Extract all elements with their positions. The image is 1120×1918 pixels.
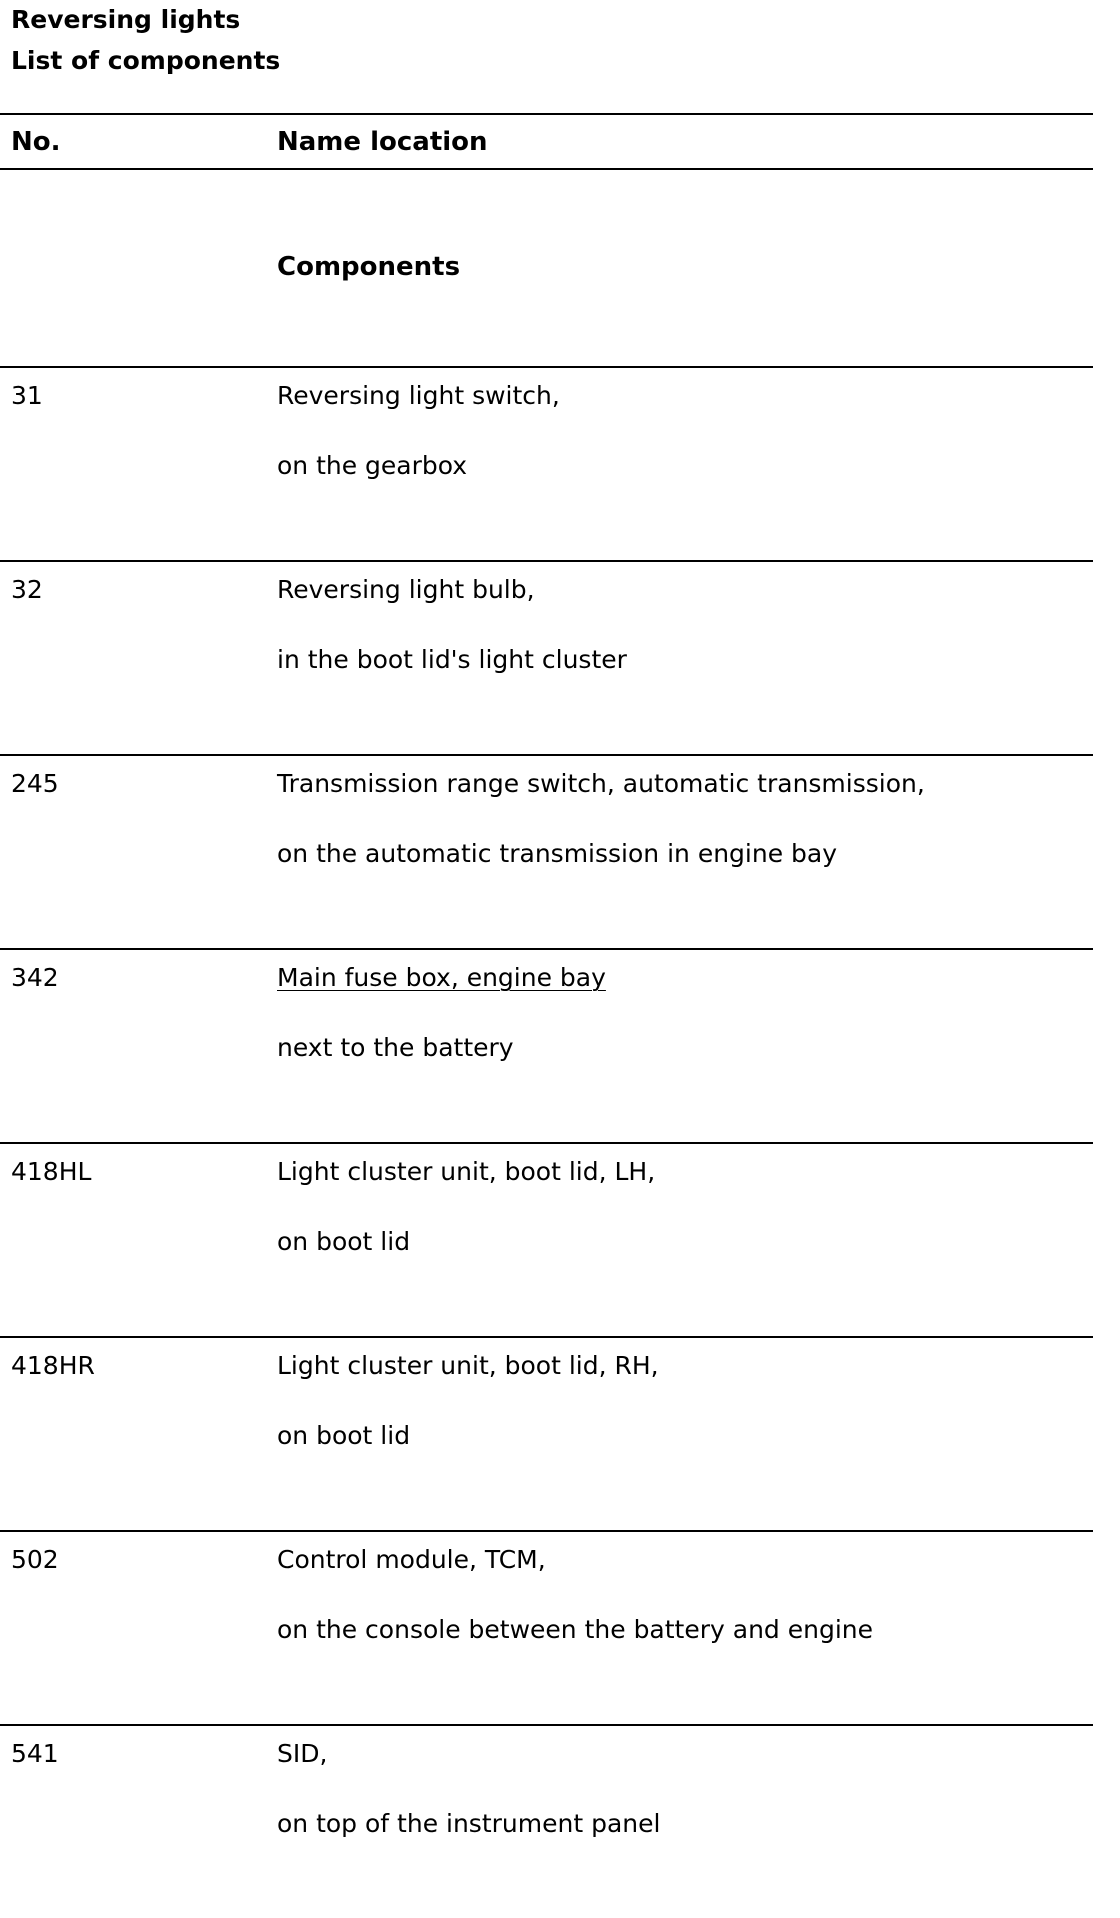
table-row (0, 560, 1093, 754)
component-name: Transmission range switch, automatic transmission, (277, 769, 925, 798)
document-subtitle: List of components (11, 46, 281, 75)
header-bottom-rule (0, 168, 1093, 170)
component-number: 502 (11, 1545, 59, 1574)
component-number: 418HR (11, 1351, 95, 1380)
component-location: on the console between the battery and engine (277, 1615, 874, 1644)
table-row (0, 1530, 1093, 1724)
component-number: 342 (11, 963, 59, 992)
component-location: on the automatic transmission in engine bay (277, 839, 838, 868)
component-location: on top of the instrument panel (277, 1809, 661, 1838)
component-location: on boot lid (277, 1421, 411, 1450)
table-top-rule (0, 113, 1093, 115)
component-name: Reversing light switch, (277, 381, 560, 410)
component-number: 245 (11, 769, 59, 798)
table-row (0, 1336, 1093, 1530)
component-number: 31 (11, 381, 43, 410)
component-name: SID, (277, 1739, 328, 1768)
component-location: on boot lid (277, 1227, 411, 1256)
component-name: Light cluster unit, boot lid, LH, (277, 1157, 656, 1186)
component-location: next to the battery (277, 1033, 514, 1062)
table-row (0, 1142, 1093, 1336)
table-row (0, 366, 1093, 560)
document-title: Reversing lights (11, 5, 241, 34)
table-row (0, 948, 1093, 1142)
component-name: Control module, TCM, (277, 1545, 546, 1574)
table-row (0, 754, 1093, 948)
component-location: on the gearbox (277, 451, 468, 480)
component-location: in the boot lid's light cluster (277, 645, 627, 674)
component-name: Light cluster unit, boot lid, RH, (277, 1351, 659, 1380)
component-name: Reversing light bulb, (277, 575, 535, 604)
table-row (0, 1724, 1093, 1918)
component-number: 418HL (11, 1157, 92, 1186)
component-name-link[interactable]: Main fuse box, engine bay (277, 963, 606, 992)
section-label-components: Components (277, 252, 461, 282)
column-header-no: No. (11, 127, 61, 157)
component-number: 541 (11, 1739, 59, 1768)
column-header-name-location: Name location (277, 127, 488, 157)
component-number: 32 (11, 575, 43, 604)
